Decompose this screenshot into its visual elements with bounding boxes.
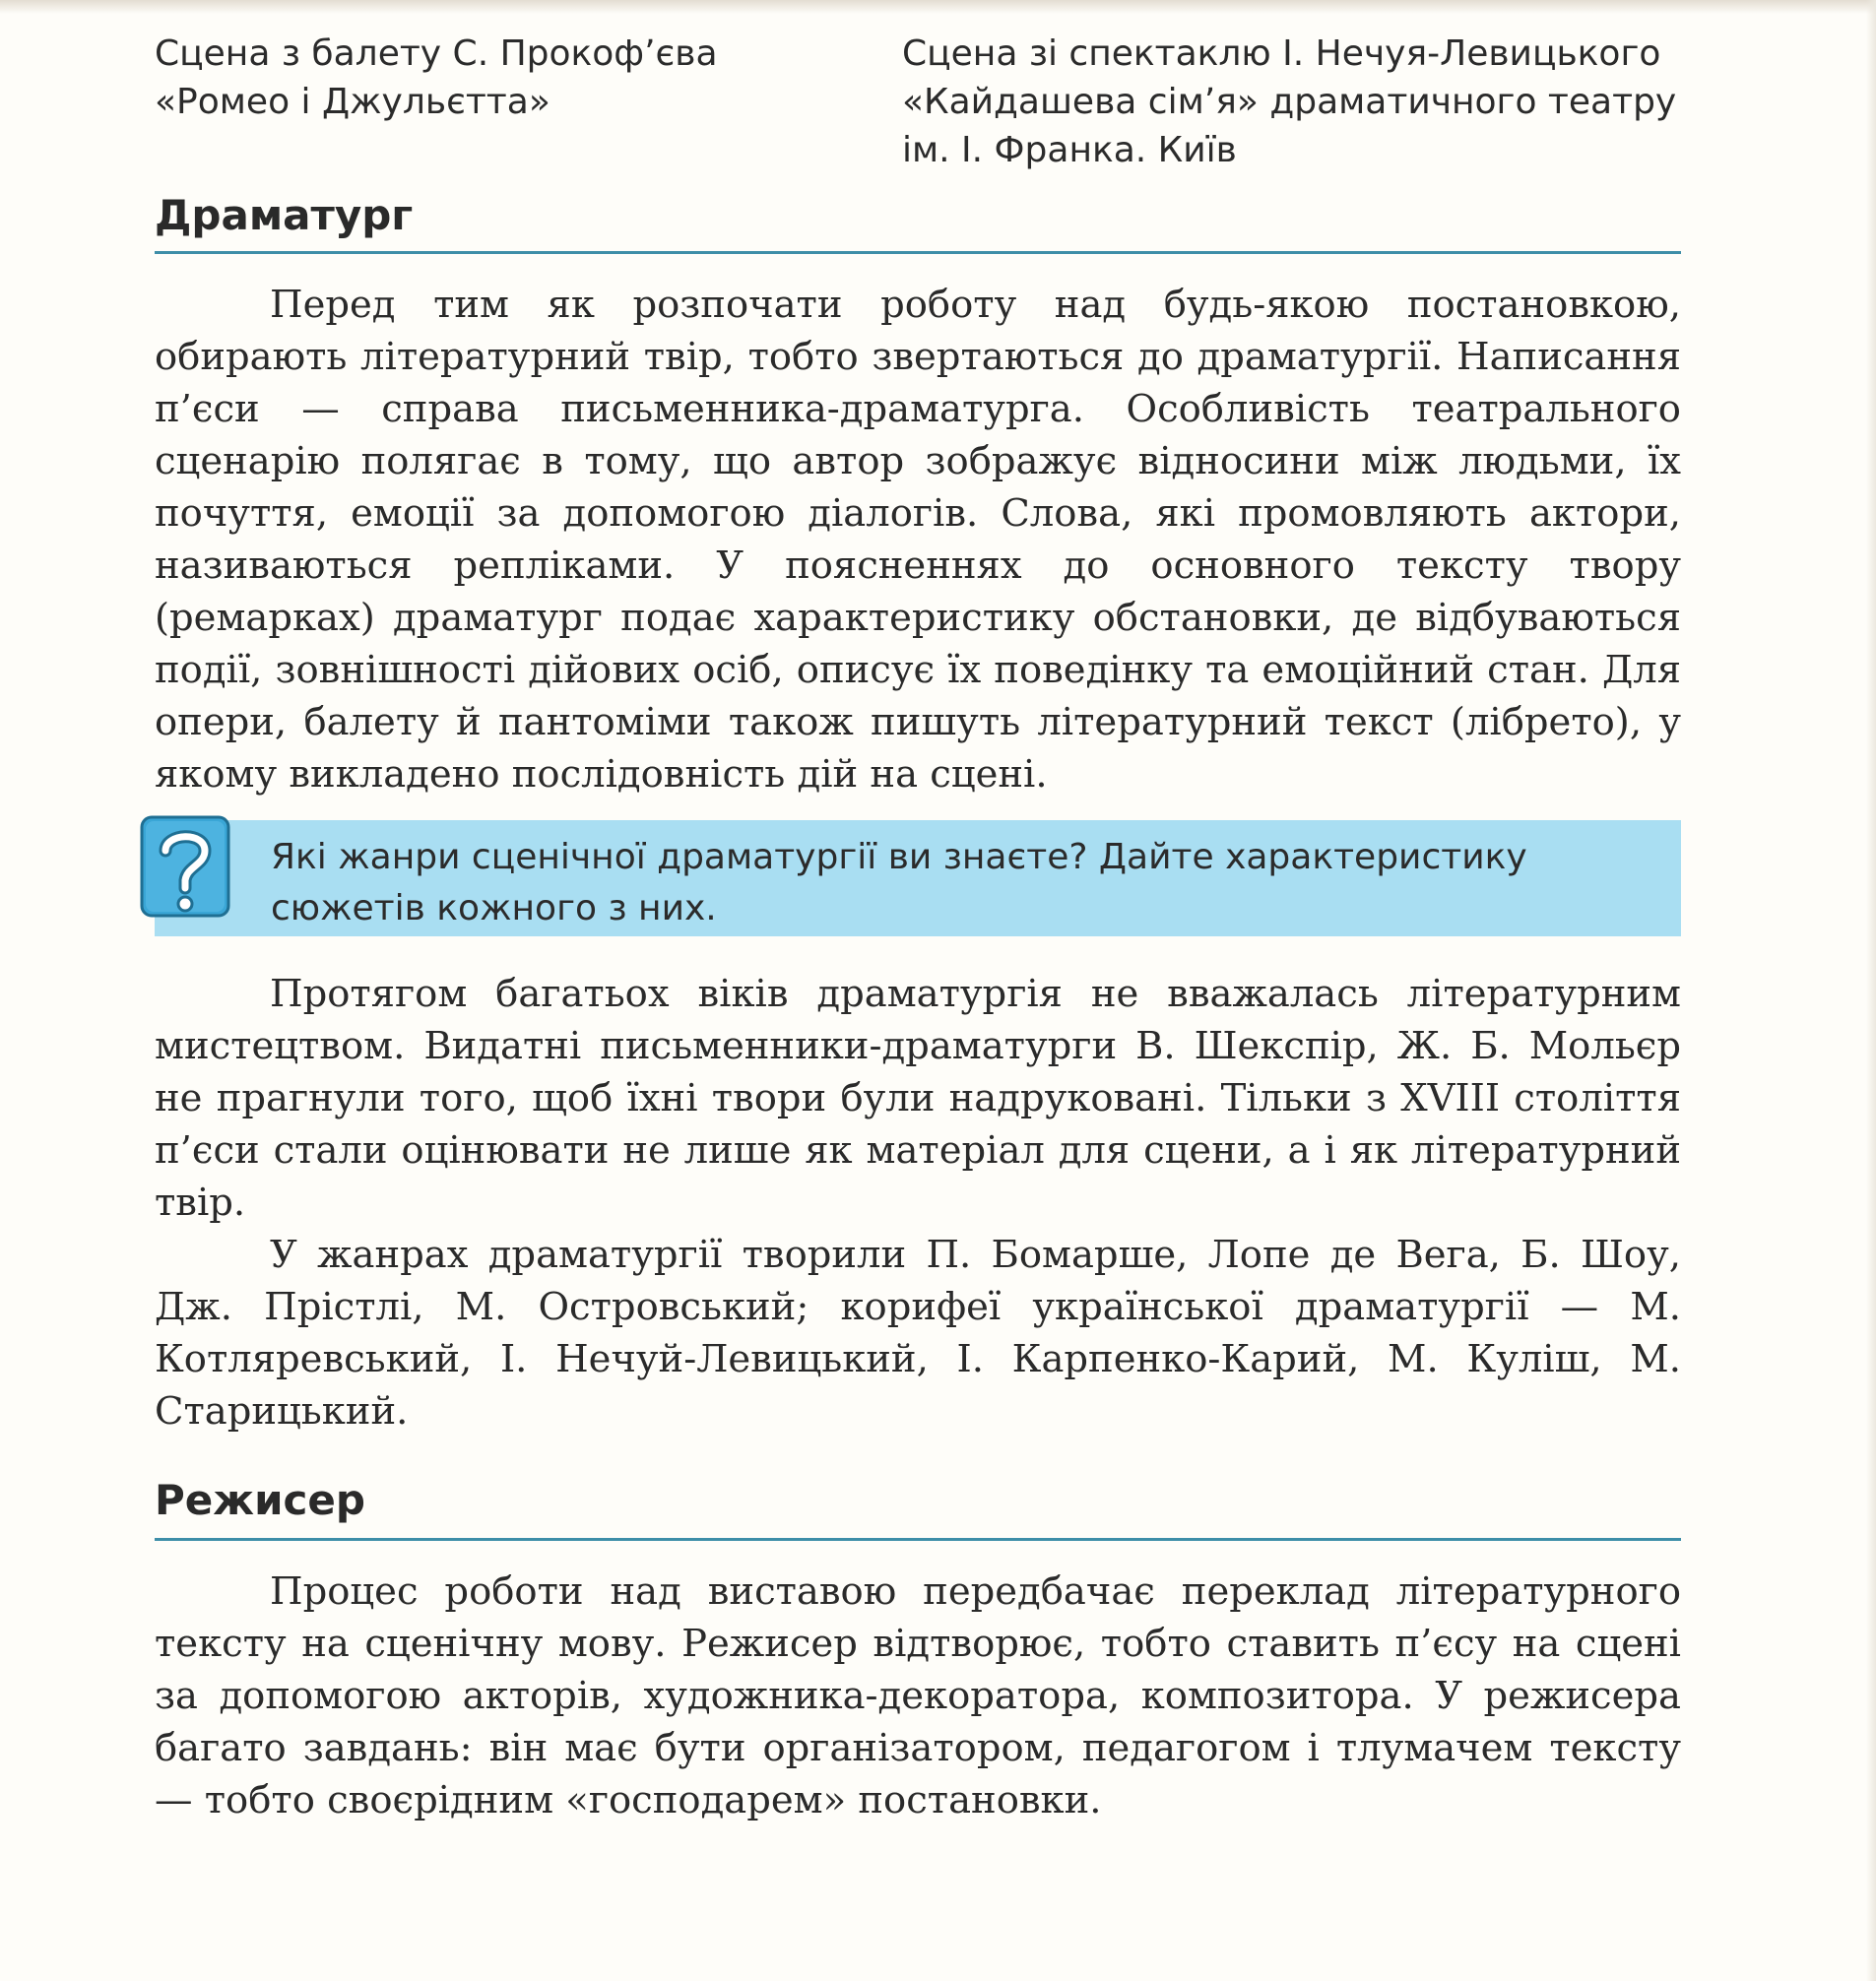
question-mark-icon <box>136 813 234 924</box>
question-text: Які жанри сценічної драматургії ви знаєте? Дайте характеристику сюжетів кожного з них. <box>271 837 1527 928</box>
dramaturg-paragraph-2: Протягом багатьох віків драматургія не вважалась літературним мистецтвом. Видатні письменники-драматурги В. Шекспір, Ж. Б. Мольєр не прагнули того, щоб їхні твори були надруковані. Тільки з XVIII століття п’єси стали оцінювати не лише як матеріал для сцени, а і як літературний твір. <box>155 972 1681 1225</box>
rezhyser-text-block <box>155 1566 1681 1826</box>
photo-caption-left <box>155 30 718 126</box>
section-heading-dramaturg: Драматург <box>155 191 414 239</box>
rezhyser-paragraph-1: Процес роботи над виставою передбачає переклад літературного тексту на сценічну мову. Режисер відтворює, тобто ставить п’єсу на сцені за допомогою акторів, художника-декоратора, композитора. У режисера багато завдань: він має бути організатором, педагогом і тлумачем тексту — тобто своєрідним «господарем» постановки. <box>155 1569 1681 1822</box>
caption-right-line1: Сцена зі спектаклю І. Нечуя-Левицького <box>902 33 1661 74</box>
section-rule-dramaturg <box>155 251 1681 254</box>
dramaturg-text-block-2 <box>155 968 1681 1438</box>
dramaturg-paragraph-1: Перед тим як розпочати роботу над будь-якою постановкою, обирають літературний твір, тобто звертаються до драматургії. Написання п’єси — справа письменника-драматурга. Особливість театрального сценарію полягає в тому, що автор зображує відносини між людьми, їх почуття, емоції за допомогою діалогів. Слова, які промовляють актори, називаються репліками. У поясненнях до основного тексту твору (ремарках) драматург подає характеристику обстановки, де відбуваються події, зовнішності дійових осіб, описує їх поведінку та емоційний стан. Для опери, балету й пантоміми також пишуть літературний текст (лібрето), у якому викладено послідовність дій на сцені. <box>155 283 1681 797</box>
caption-right-line2: «Кайдашева сім’я» драматичного театру <box>902 82 1677 122</box>
dramaturg-paragraph-3: У жанрах драматургії творили П. Бомарше, Лопе де Вега, Б. Шоу, Дж. Прістлі, М. Островський; корифеї української драматургії — М. Котляревський, І. Нечуй-Левицький, І. Карпенко-Карий, М. Куліш, М. Старицький. <box>155 1233 1681 1434</box>
caption-right-line3: ім. І. Франка. Київ <box>902 130 1237 170</box>
section-rule-rezhyser <box>155 1538 1681 1541</box>
photo-caption-right <box>902 30 1676 174</box>
scan-top-shadow <box>0 0 1876 14</box>
dramaturg-text-block-1 <box>155 279 1681 800</box>
caption-left-line1: Сцена з балету С. Прокоф’єва <box>155 33 718 74</box>
scan-right-edge <box>1866 0 1876 1981</box>
caption-left-line2: «Ромео і Джульєтта» <box>155 82 550 122</box>
section-heading-rezhyser: Режисер <box>155 1476 365 1524</box>
